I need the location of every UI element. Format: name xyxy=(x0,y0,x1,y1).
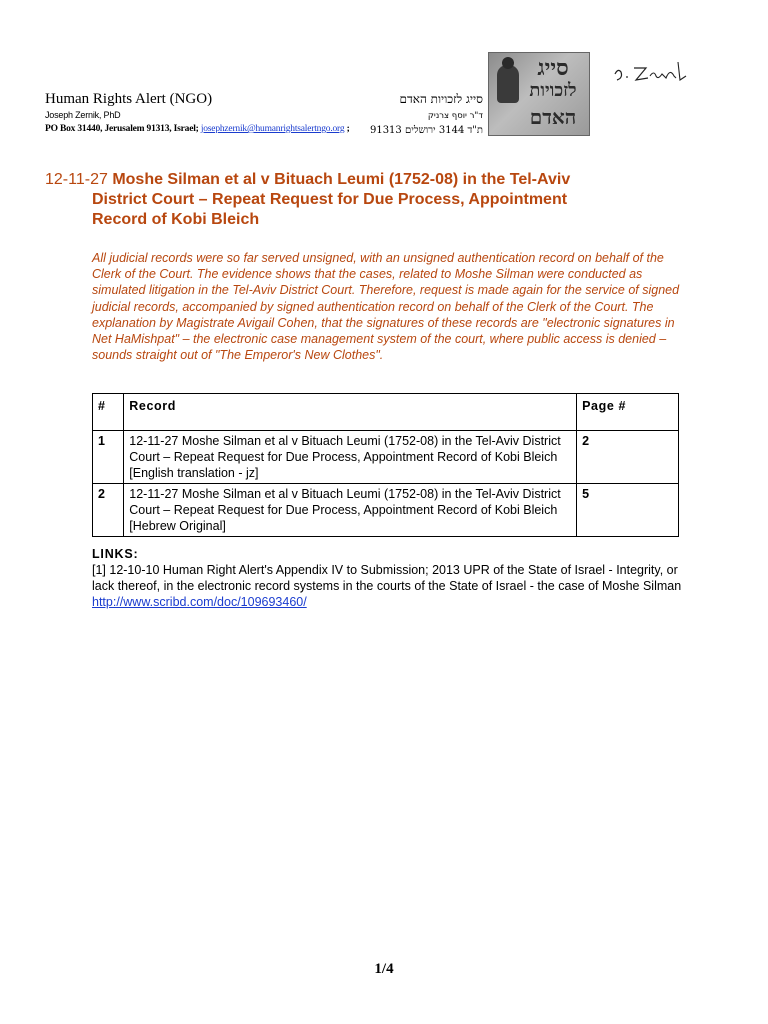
letterhead-english xyxy=(45,91,365,134)
logo-figure-icon xyxy=(497,65,519,103)
table-header-row xyxy=(93,394,679,431)
row-record: 12-11-27 Moshe Silman et al v Bituach Leumi (1752-08) in the Tel-Aviv District Court – Repeat Request for Due Process, Appointment Record of Kobi Bleich [English translation - jz] xyxy=(124,431,577,484)
handwritten-signature xyxy=(612,60,692,84)
org-logo xyxy=(488,52,590,136)
email-link[interactable]: josephzernik@humanrightsalertngo.org xyxy=(200,124,345,134)
page-number: 1/4 xyxy=(374,961,394,977)
col-header-page: Page # xyxy=(577,394,679,431)
table-row xyxy=(93,484,679,537)
title-line-3: Record of Kobi Bleich xyxy=(92,211,260,228)
link-item-url[interactable]: http://www.scribd.com/doc/109693460/ xyxy=(92,595,307,609)
table-row xyxy=(93,431,679,484)
row-page: 5 xyxy=(577,484,679,537)
links-section xyxy=(92,546,686,610)
row-number: 1 xyxy=(93,431,124,484)
org-name: Human Rights Alert (NGO) xyxy=(45,91,213,107)
summary-paragraph: All judicial records were so far served unsigned, with an unsigned authentication record on behalf of the Clerk of the Court. The evidence shows that the cases, related to Moshe Silman were conducted as simulated litigation in the Tel-Aviv District Court. Therefore, request is made again for the service of signed judicial records, accompanied by signed authentication record on behalf of the Clerk of the Court. The explanation by Magistrate Avigail Cohen, that the signatures of these records are "electronic signatures in Net HaMishpat" – the electronic case management system of the court, where public access is denied – sounds straight out of "The Emperor's New Clothes". xyxy=(92,251,680,363)
logo-word-3: האדם xyxy=(529,105,577,129)
document-title xyxy=(45,170,685,230)
title-line-1: Moshe Silman et al v Bituach Leumi (1752-08) in the Tel-Aviv xyxy=(112,171,571,188)
row-number: 2 xyxy=(93,484,124,537)
col-header-number: # xyxy=(93,394,124,431)
author-name-hebrew: ד"ר יוסף צרניק xyxy=(427,111,483,121)
link-item-text: [1] 12-10-10 Human Right Alert's Appendix IV to Submission; 2013 UPR of the State of Israel - Integrity, or lack thereof, in the electronic record systems in the courts of the State of Israel - the case of Moshe Silman xyxy=(92,563,682,593)
row-page: 2 xyxy=(577,431,679,484)
address-suffix: ; xyxy=(346,124,350,134)
col-header-record: Record xyxy=(124,394,577,431)
author-name: Joseph Zernik, PhD xyxy=(45,110,121,120)
title-line-2: District Court – Repeat Request for Due Process, Appointment xyxy=(92,191,568,208)
address-text: PO Box 31440, Jerusalem 91313, Israel; xyxy=(45,124,199,134)
title-number: 12-11-27 xyxy=(45,171,108,188)
org-address-hebrew: ת"ד 3144 ירושלים 91313 xyxy=(369,125,483,136)
org-name-hebrew: סייג לזכויות האדם xyxy=(399,92,483,106)
logo-word-2: לזכויות xyxy=(529,80,577,101)
letterhead-hebrew xyxy=(355,91,483,136)
row-record: 12-11-27 Moshe Silman et al v Bituach Leumi (1752-08) in the Tel-Aviv District Court – Repeat Request for Due Process, Appointment Record of Kobi Bleich [Hebrew Original] xyxy=(124,484,577,537)
logo-word-1: סייג xyxy=(537,55,569,81)
records-table xyxy=(92,393,679,537)
links-heading: LINKS: xyxy=(92,547,139,561)
org-address xyxy=(45,124,365,134)
